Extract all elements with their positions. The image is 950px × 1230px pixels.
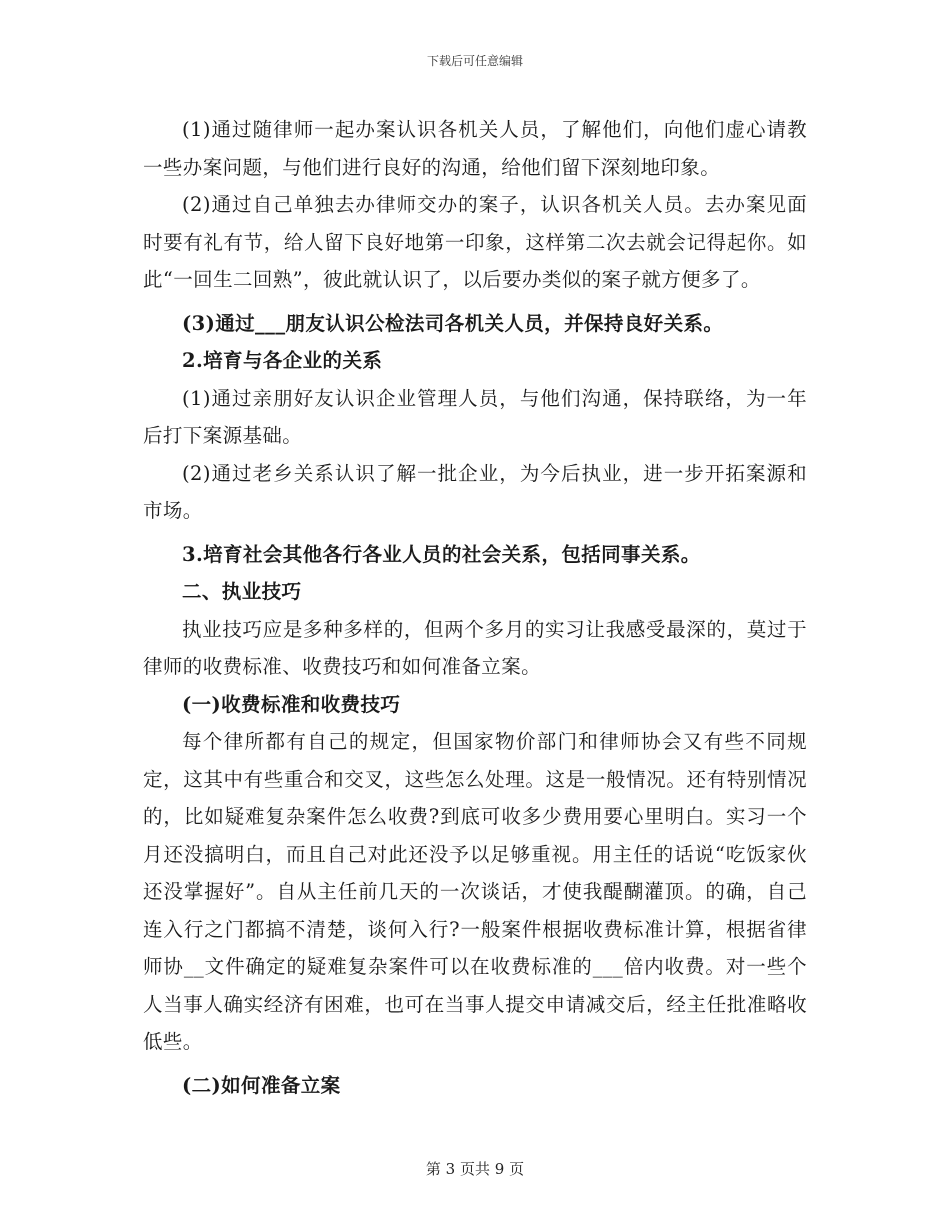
paragraph-4: (1)通过亲朋好友认识企业管理人员，与他们沟通，保持联络，为一年后打下案源基础。: [143, 386, 807, 447]
page-header: 下载后可任意编辑: [426, 54, 523, 68]
subsection-heading-fees: (一)收费标准和收费技巧: [182, 692, 401, 716]
paragraph-2: (2)通过自己单独去办律师交办的案子，认识各机关人员。去办案见面时要有礼有节，给人留下良好地第一印象，这样第二次去就会记得起你。如此“一回生二回熟”，彼此就认识了，以后要办类似的案子就方便多了。: [143, 193, 807, 291]
chapter-heading-execution-skills: 二、执业技巧: [182, 580, 302, 603]
paragraph-1: (1)通过随律师一起办案认识各机关人员，了解他们，向他们虚心请教一些办案问题，与他们进行良好的沟通，给他们留下深刻地印象。: [143, 118, 807, 179]
subsection-heading-filing: (二)如何准备立案: [182, 1073, 341, 1097]
paragraph-3-bold: (3)通过___朋友认识公检法司各机关人员，并保持良好关系。: [182, 311, 724, 335]
paragraph-5: (2)通过老乡关系认识了解一批企业，为今后执业，进一步开拓案源和市场。: [143, 461, 807, 522]
section-heading-3: 3.培育社会其他各行各业人员的社会关系，包括同事关系。: [182, 542, 701, 566]
document-body: [143, 111, 807, 1104]
paragraph-7: 每个律所都有自己的规定，但国家物价部门和律师协会又有些不同规定，这其中有些重合和交叉，这些怎么处理。这是一般情况。还有特别情况的，比如疑难复杂案件怎么收费?到底可收多少费用要心里明白。实习一个月还没搞明白，而且自己对此还没予以足够重视。用主任的话说“吃饭家伙还没掌握好”。自从主任前几天的一次谈话，才使我醍醐灌顶。的确，自己连入行之门都搞不清楚，谈何入行?一般案件根据收费标准计算，根据省律师协__文件确定的疑难复杂案件可以在收费标准的___倍内收费。对一些个人当事人确实经济有困难，也可在当事人提交申请减交后，经主任批准略收低些。: [143, 730, 807, 1053]
section-heading-2: 2.培育与各企业的关系: [182, 349, 383, 372]
paragraph-6: 执业技巧应是多种多样的，但两个多月的实习让我感受最深的，莫过于律师的收费标准、收费技巧和如何准备立案。: [143, 617, 807, 678]
page-footer: 第 3 页共 9 页: [425, 1160, 525, 1178]
